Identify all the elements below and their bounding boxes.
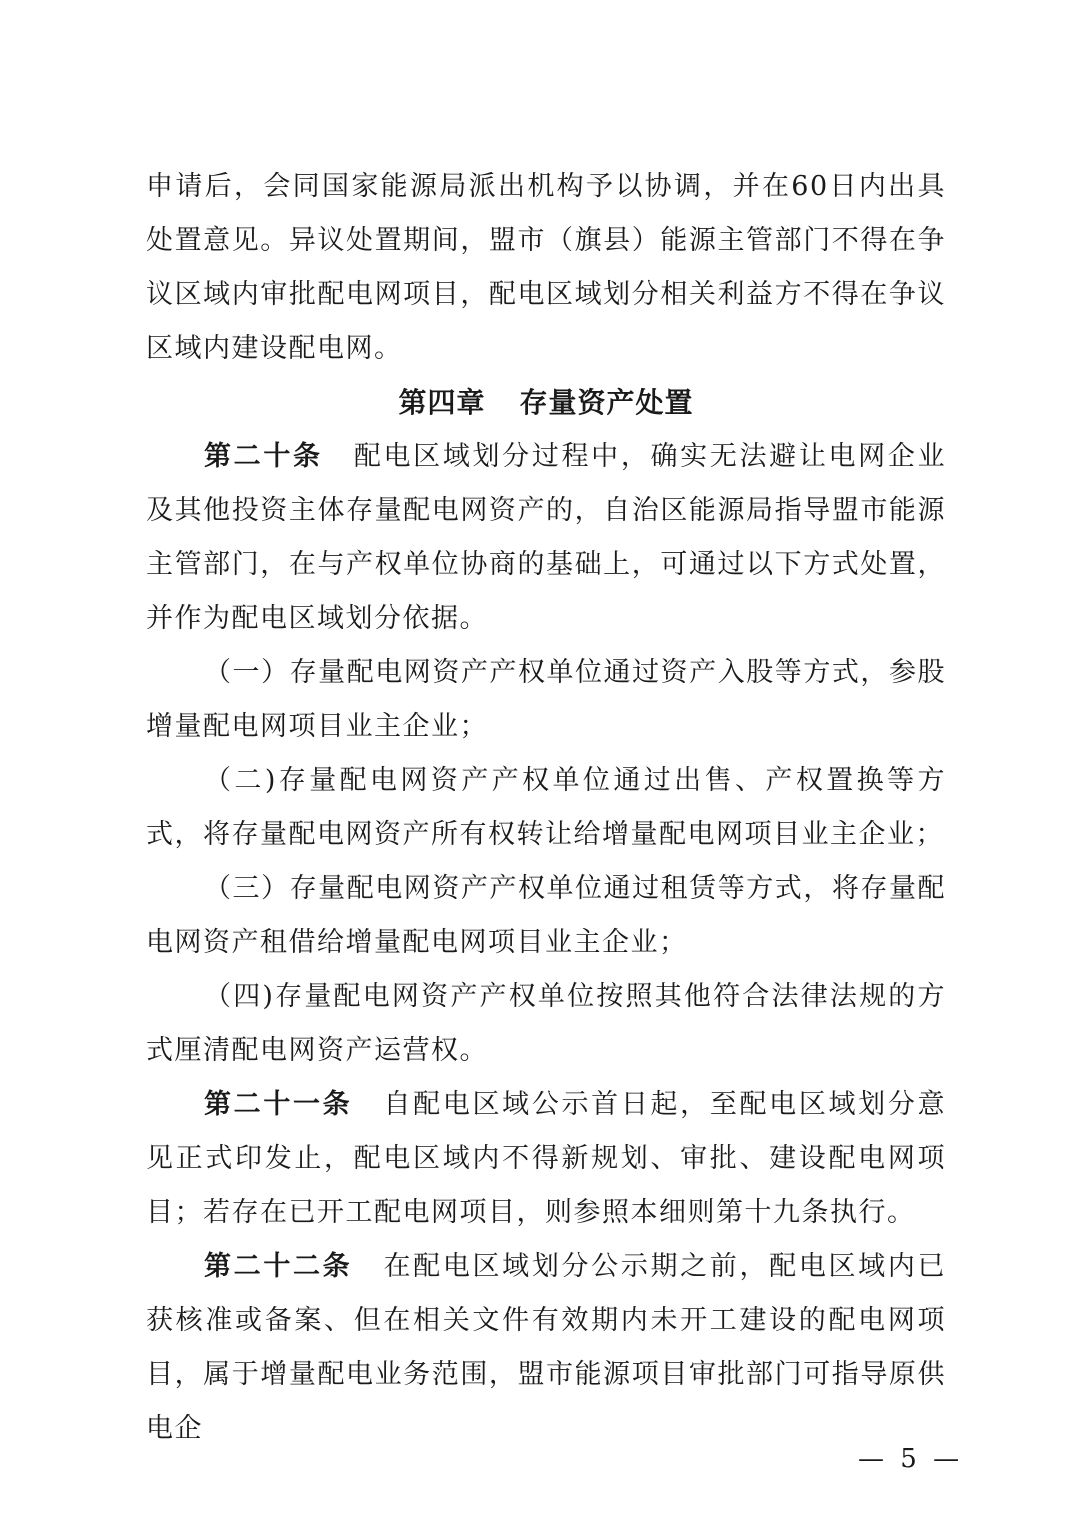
list-item-3: （三）存量配电网资产产权单位通过租赁等方式，将存量配电网资产租借给增量配电网项目业主企业； (146, 873, 946, 958)
article-20-label: 第二十条 (204, 441, 323, 472)
article-20-text: 配电区域划分过程中，确实无法避让电网企业及其他投资主体存量配电网资产的，自治区能源局指导盟市能源主管部门，在与产权单位协商的基础上，可通过以下方式处置，并作为配电区域划分依据。 (146, 441, 947, 634)
chapter-heading (146, 376, 946, 430)
list-item-1: （一）存量配电网资产产权单位通过资产入股等方式，参股增量配电网项目业主企业； (146, 657, 946, 742)
article-22-label: 第二十二条 (204, 1251, 353, 1282)
article-22-text: 在配电区域划分公示期之前，配电区域内已获核准或备案、但在相关文件有效期内未开工建设的配电网项目，属于增量配电业务范围，盟市能源项目审批部门可指导原供电企 (146, 1251, 947, 1444)
chapter-title: 存量资产处置 (519, 386, 694, 419)
list-item-4: （四)存量配电网资产产权单位按照其他符合法律法规的方式厘清配电网资产运营权。 (146, 981, 946, 1066)
article-20 (146, 430, 946, 646)
article-21-text: 自配电区域公示首日起，至配电区域划分意见正式印发止，配电区域内不得新规划、审批、建设配电网项目；若存在已开工配电网项目，则参照本细则第十九条执行。 (146, 1089, 947, 1228)
list-item-2: （二)存量配电网资产产权单位通过出售、产权置换等方式，将存量配电网资产所有权转让给增量配电网项目业主企业； (146, 765, 946, 850)
article-22 (146, 1240, 946, 1456)
article-21 (146, 1078, 946, 1240)
article-21-label: 第二十一条 (204, 1089, 353, 1120)
intro-paragraph: 申请后，会同国家能源局派出机构予以协调，并在60日内出具处置意见。异议处置期间，盟市（旗县）能源主管部门不得在争议区域内审批配电网项目，配电区域划分相关利益方不得在争议区域内建设配电网。 (146, 171, 946, 364)
page-number: — 5 — (858, 1444, 964, 1474)
chapter-number: 第四章 (398, 386, 486, 419)
document-body (146, 160, 946, 1456)
